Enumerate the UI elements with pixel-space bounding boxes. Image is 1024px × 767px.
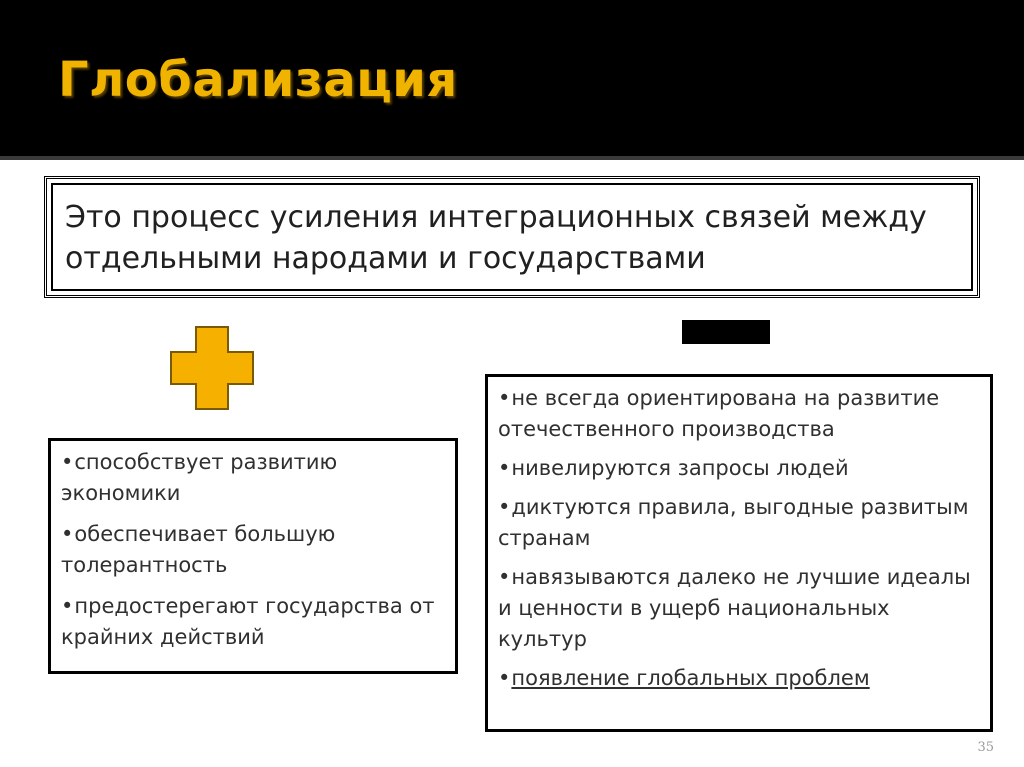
bullet: • — [498, 495, 511, 519]
list-item — [498, 383, 980, 445]
cons-item-text: нивелируются запросы людей — [511, 456, 849, 480]
bullet: • — [61, 450, 74, 474]
bullet: • — [498, 666, 511, 690]
pros-item-text: способствует развитию экономики — [61, 450, 338, 505]
cons-item-text: навязываются далеко не лучшие идеалы и ценности в ущерб национальных культур — [498, 565, 971, 651]
bullet: • — [61, 522, 74, 546]
title-bar — [0, 0, 1024, 156]
slide-title: Глобализация — [58, 52, 458, 108]
cons-item-text: не всегда ориентирована на развитие отечественного производства — [498, 386, 940, 441]
list-item — [498, 663, 980, 694]
definition-inner-frame — [51, 183, 973, 291]
pros-list — [61, 447, 445, 653]
cons-item-text: диктуются правила, выгодные развитым странам — [498, 495, 969, 550]
title-divider — [0, 156, 1024, 160]
definition-box — [44, 176, 980, 298]
cons-box — [485, 374, 993, 732]
bullet: • — [61, 594, 74, 618]
pros-box — [48, 438, 458, 674]
list-item — [61, 447, 445, 509]
list-item — [498, 492, 980, 554]
list-item — [61, 591, 445, 653]
cons-item-link[interactable]: появление глобальных проблем — [511, 666, 870, 690]
definition-text: Это процесс усиления интеграционных связей между отдельными народами и государствами — [65, 200, 927, 276]
pros-item-text: предостерегают государства от крайних действий — [61, 594, 435, 649]
page-number: 35 — [977, 740, 994, 755]
bullet: • — [498, 456, 511, 480]
cons-list — [498, 383, 980, 694]
list-item — [498, 562, 980, 655]
bullet: • — [498, 565, 511, 589]
list-item — [498, 453, 980, 484]
list-item — [61, 519, 445, 581]
bullet: • — [498, 386, 511, 410]
plus-icon — [170, 326, 254, 410]
pros-item-text: обеспечивает большую толерантность — [61, 522, 336, 577]
minus-icon — [682, 320, 770, 344]
